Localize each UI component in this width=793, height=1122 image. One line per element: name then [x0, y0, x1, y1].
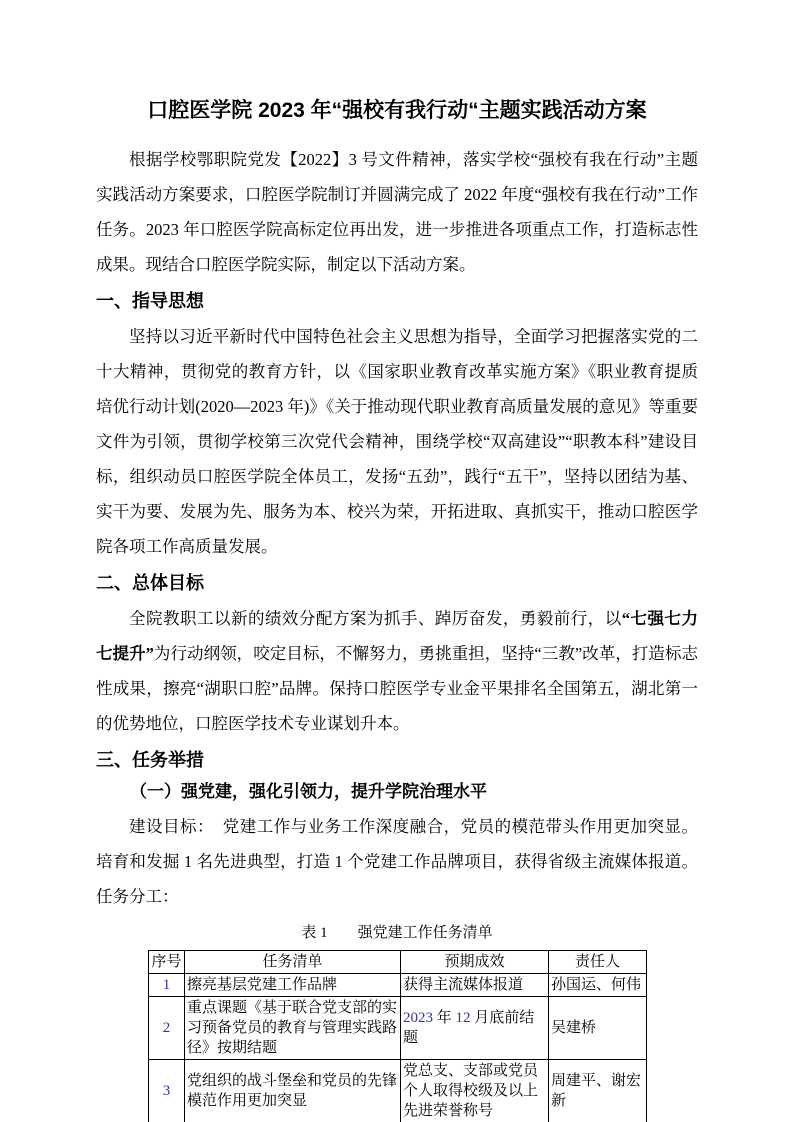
table-header-cell: 责任人 [549, 951, 647, 974]
table-row [149, 997, 647, 1060]
table-cell-no [149, 997, 185, 1060]
table-cell-effect: 2023 年 12 月底前结题 [401, 997, 549, 1060]
table-header-cell: 序号 [149, 951, 185, 974]
party-building-task-table [148, 950, 647, 1122]
table-number: 12 [455, 1010, 471, 1026]
section-heading-task-measures: 三、任务举措 [96, 750, 204, 770]
table-cell-no [149, 1060, 185, 1122]
table-row [149, 974, 647, 997]
table-row [149, 1060, 647, 1122]
document-title: 口腔医学院 2023 年“强校有我行动“主题实践活动方案 [147, 99, 647, 122]
table-cell-task: 党组织的战斗堡垒和党员的先锋模范作用更加突显 [185, 1060, 401, 1122]
overall-goal-text-before: 全院教职工以新的绩效分配方案为抓手、踔厉奋发，勇毅前行，以 [129, 609, 622, 628]
overall-goal-text-after: 为行动纲领，咬定目标，不懈努力，勇挑重担，坚持“三教”改革，打造标志性成果，擦亮“湖职口腔”品牌。保持口腔医学专业金平果排名全国第五，湖北第一的优势地位，口腔医学技术专业谋划升本。 [96, 644, 699, 733]
table-number: 1 [162, 977, 171, 993]
table-cell-task: 擦亮基层党建工作品牌 [185, 974, 401, 997]
table-header-cell: 任务清单 [185, 951, 401, 974]
task-table-body [149, 974, 647, 1122]
sub-heading-party-building: （一）强党建，强化引领力，提升学院治理水平 [130, 782, 487, 801]
table1-caption: 表 1 强党建工作任务清单 [301, 925, 493, 941]
table-cell-effect: 获得主流媒体报道 [401, 974, 549, 997]
table-cell-no [149, 974, 185, 997]
table-header-cell: 预期成效 [401, 951, 549, 974]
intro-paragraph: 根据学校鄂职院党发【2022】3 号文件精神，落实学校“强校有我在行动”主题实践活动方案要求，口腔医学院制订并圆满完成了 2022 年度“强校有我在行动”工作任务。2023 年口腔医学院高标定位再出发，进一步推进各项重点工作，打造标志性成果。现结合口腔医学院实际，制定以下活动方案。 [96, 150, 698, 274]
guiding-thought-paragraph: 坚持以习近平新时代中国特色社会主义思想为指导，全面学习把握落实党的二十大精神，贯彻党的教育方针，以《国家职业教育改革实施方案》《职业教育提质培优行动计划(2020—2023 年)》《关于推动现代职业教育高质量发展的意见》等重要文件为引领，贯彻学校第三次党代会精神，围绕学校“双高建设”“职教本科”建设目标，组织动员口腔医学院全体员工，发扬“五劲”，践行“五干”，坚持以团结为基、实干为要、发展为先、服务为本、校兴为荣，开拓进取、真抓实干，推动口腔医学院各项工作高质量发展。 [96, 327, 698, 556]
table-cell-owner: 孙国运、何伟 [549, 974, 647, 997]
table-cell-owner: 周建平、谢宏新 [549, 1060, 647, 1122]
table-cell-effect: 党总支、支部或党员个人取得校级及以上先进荣誉称号 [401, 1060, 549, 1122]
table-number: 2 [162, 1020, 171, 1036]
table-cell-task: 重点课题《基于联合党支部的实习预备党员的教育与管理实践路径》按期结题 [185, 997, 401, 1060]
task-table-header-row [149, 951, 647, 974]
section-heading-guiding-thought: 一、指导思想 [96, 291, 204, 311]
overall-goal-paragraph [96, 601, 698, 741]
party-building-goal-paragraph: 建设目标： 党建工作与业务工作深度融合，党员的模范带头作用更加突显。培育和发掘 1 名先进典型，打造 1 个党建工作品牌项目，获得省级主流媒体报道。任务分工： [96, 817, 698, 906]
section-heading-overall-goal: 二、总体目标 [96, 573, 204, 593]
table-number: 3 [162, 1083, 171, 1099]
table-number: 2023 [403, 1010, 433, 1026]
overall-goal-bold-slogan: “七强七力七提升” [96, 609, 699, 663]
table-cell-owner: 吴建桥 [549, 997, 647, 1060]
